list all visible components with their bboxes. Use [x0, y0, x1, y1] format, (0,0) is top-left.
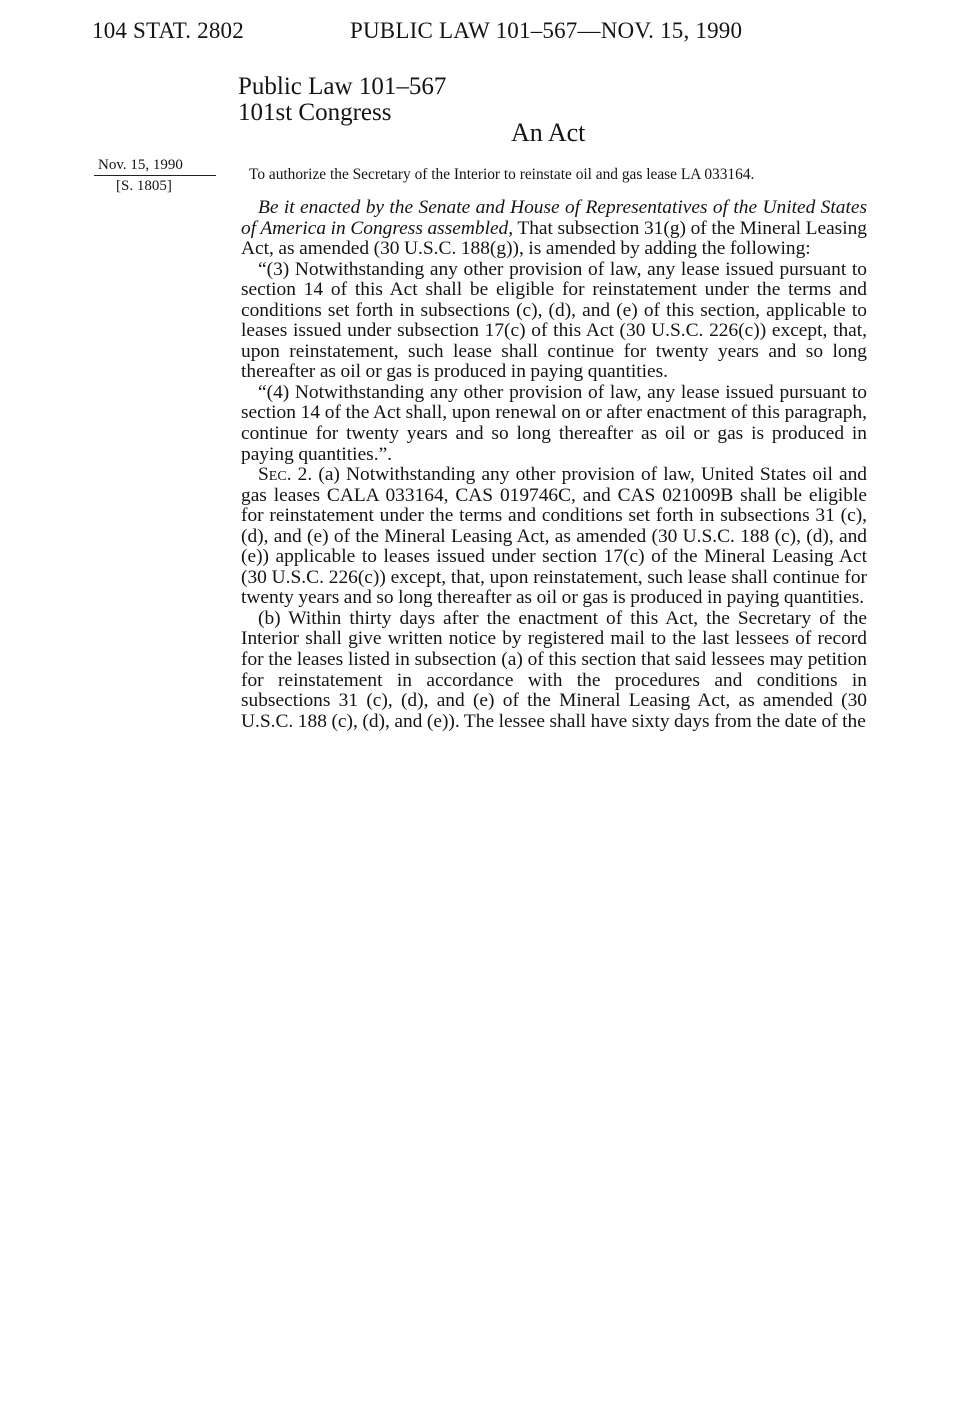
law-heading [238, 74, 446, 126]
margin-notes [98, 155, 216, 196]
congress-number: 101st Congress [238, 99, 392, 126]
act-body [241, 198, 867, 732]
act-title: An Act [511, 118, 586, 147]
section-label: Sec [258, 464, 287, 486]
page-citation: 104 STAT. 2802 [92, 18, 244, 43]
section-2-b: (b) Within thirty days after the enactment of this Act, the Secretary of the Interior shall give written notice by registered mail to the last lessees of record for the leases listed in subsection (a) of this section that said lessees may petition for reinstatement in accordance with the procedures and conditions in subsections 31 (c), (d), and (e) of the Mineral Leasing Act, as amended (30 U.S.C. 188 (c), (d), and (e)). The lessee shall have sixty days from the date of the [241, 607, 867, 732]
paragraph-3: “(3) Notwithstanding any other provision of law, any lease issued pursuant to section 14 of this Act shall be eligible for reinstatement under the terms and conditions set forth in subsections (c), (d), and (e) of this section, applicable to leases issued under subsection 17(c) of this Act (30 U.S.C. 226(c)) except, that, upon reinstatement, such lease shall continue for twenty years and so long thereafter as oil or gas is produced in paying quantities. [241, 258, 867, 383]
section-2-a [241, 465, 867, 609]
paragraph-text: That subsection 31(g) of the Mineral Leasing Act, as amended (30 U.S.C. 188(g)), is amended by adding the following: [241, 217, 868, 260]
paragraph-4: “(4) Notwithstanding any other provision of law, any lease issued pursuant to section 14 of the Act shall, upon renewal on or after enactment of this paragraph, continue for twenty years and so long thereafter as oil or gas is produced in paying quantities.”. [241, 381, 867, 465]
enactment-date: Nov. 15, 1990 [94, 155, 216, 176]
bill-number: [S. 1805] [116, 178, 172, 194]
enacting-clause: Be it enacted by the Senate and House of Representatives of the United States of America in Congress assembled, [241, 197, 867, 239]
act-purpose: To authorize the Secretary of the Interior to reinstate oil and gas lease LA 033164. [249, 166, 755, 183]
paragraph-enacting [241, 198, 867, 260]
running-head [92, 18, 872, 48]
law-number: Public Law 101–567 [238, 73, 447, 100]
running-title: PUBLIC LAW 101–567—NOV. 15, 1990 [350, 18, 743, 43]
paragraph-text: . 2. (a) Notwithstanding any other provision of law, United States oil and gas leases CALA 033164, CAS 019746C, and CAS 021009B shall be eligible for reinstatement under the terms and conditions set forth in subsections 31 (c), (d), and (e) of the Mineral Leasing Act, as amended (30 U.S.C. 188 (c), (d), and (e)) applicable to leases issued under section 17(c) of the Mineral Leasing Act (30 U.S.C. 226(c)) except, that, upon reinstatement, such lease shall continue for twenty years and so long thereafter as oil or gas is produced in paying quantities. [241, 464, 867, 609]
